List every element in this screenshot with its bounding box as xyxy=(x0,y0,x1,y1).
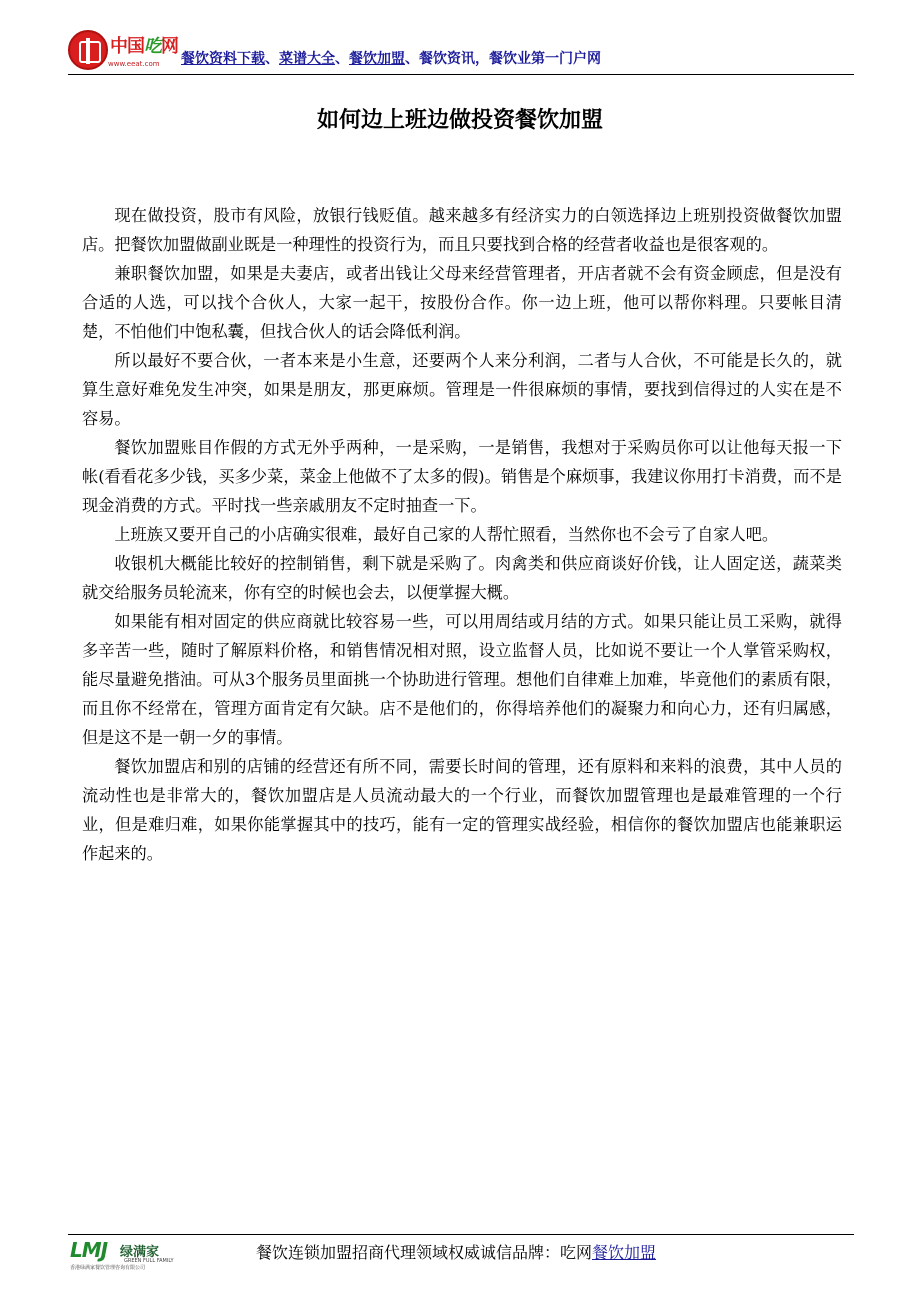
logo-url: www.eeat.com xyxy=(108,60,160,68)
header-nav: 餐饮资料下载、菜谱大全、餐饮加盟、餐饮资讯，餐饮业第一门户网 xyxy=(181,51,601,67)
footer-divider xyxy=(68,1234,854,1235)
paragraph: 餐饮加盟店和别的店铺的经营还有所不同，需要长时间的管理，还有原料和来料的浪费，其中人员的流动性也是非常大的，餐饮加盟店是人员流动最大的一个行业，而餐饮加盟管理也是最难管理的一个行业，但是难归难，如果你能掌握其中的技巧，能有一定的管理实战经验，相信你的餐饮加盟店也能兼职运作起来的。 xyxy=(82,757,842,863)
header-divider xyxy=(68,74,854,75)
page-title: 如何边上班边做投资餐饮加盟 xyxy=(316,108,603,133)
page-header xyxy=(68,28,854,76)
nav-link-recipes[interactable]: 菜谱大全 xyxy=(279,51,335,67)
footer-logo xyxy=(70,1238,190,1272)
nav-text-news: 餐饮资讯，餐饮业第一门户网 xyxy=(419,51,601,67)
paragraph: 现在做投资，股市有风险，放银行钱贬值。越来越多有经济实力的白领选择边上班别投资做餐饮加盟店。把餐饮加盟做副业既是一种理性的投资行为，而且只要找到合格的经营者收益也是很客观的。 xyxy=(82,206,842,254)
lmj-logo-company: 香港绿满家餐饮管理咨询有限公司 xyxy=(70,1265,146,1271)
footer-link-franchise[interactable]: 餐饮加盟 xyxy=(592,1243,657,1262)
lmj-logo-en: GREEN FULL FAMILY xyxy=(124,1258,174,1264)
paragraph: 收银机大概能比较好的控制销售，剩下就是采购了。肉禽类和供应商谈好价钱，让人固定送，蔬菜类就交给服务员轮流来，你有空的时候也会去，以便掌握大概。 xyxy=(82,554,842,602)
footer-text: 餐饮连锁加盟招商代理领域权威诚信品牌：吃网餐饮加盟 xyxy=(256,1243,657,1262)
site-logo[interactable] xyxy=(68,28,180,74)
logo-emblem-icon xyxy=(68,30,108,70)
paragraph: 兼职餐饮加盟，如果是夫妻店，或者出钱让父母来经营管理者，开店者就不会有资金顾虑，但是没有合适的人选，可以找个合伙人，大家一起干，按股份合作。你一边上班，他可以帮你料理。只要帐目清楚，不怕他们中饱私囊，但找合伙人的话会降低利润。 xyxy=(82,264,842,341)
lmj-logo-mark: LMJ xyxy=(70,1238,108,1262)
paragraph: 餐饮加盟账目作假的方式无外乎两种，一是采购，一是销售，我想对于采购员你可以让他每天报一下帐(看看花多少钱，买多少菜，菜金上他做不了太多的假)。销售是个麻烦事，我建议你用打卡消费，而不是现金消费的方式。平时找一些亲戚朋友不定时抽查一下。 xyxy=(82,438,842,515)
logo-text: 中国吃网 xyxy=(110,36,178,57)
paragraph: 上班族又要开自己的小店确实很难，最好自己家的人帮忙照看，当然你也不会亏了自家人吧。 xyxy=(114,525,779,544)
paragraph: 所以最好不要合伙，一者本来是小生意，还要两个人来分利润，二者与人合伙，不可能是长久的，就算生意好难免发生冲突，如果是朋友，那更麻烦。管理是一件很麻烦的事情，要找到信得过的人实在是不容易。 xyxy=(82,351,842,428)
paragraph: 如果能有相对固定的供应商就比较容易一些，可以用周结或月结的方式。如果只能让员工采购，就得多辛苦一些，随时了解原料价格，和销售情况相对照，设立监督人员，比如说不要让一个人掌管采购权，能尽量避免揩油。可从3个服务员里面挑一个协助进行管理。想他们自律难上加难，毕竟他们的素质有限，而且你不经常在，管理方面肯定有欠缺。店不是他们的，你得培养他们的凝聚力和向心力，还有归属感，但是这不是一朝一夕的事情。 xyxy=(82,612,842,747)
nav-link-downloads[interactable]: 餐饮资料下载 xyxy=(181,51,265,67)
article-body xyxy=(82,201,842,868)
nav-link-franchise[interactable]: 餐饮加盟 xyxy=(349,51,405,67)
lmj-logo-cn: 绿满家 xyxy=(120,1245,160,1260)
